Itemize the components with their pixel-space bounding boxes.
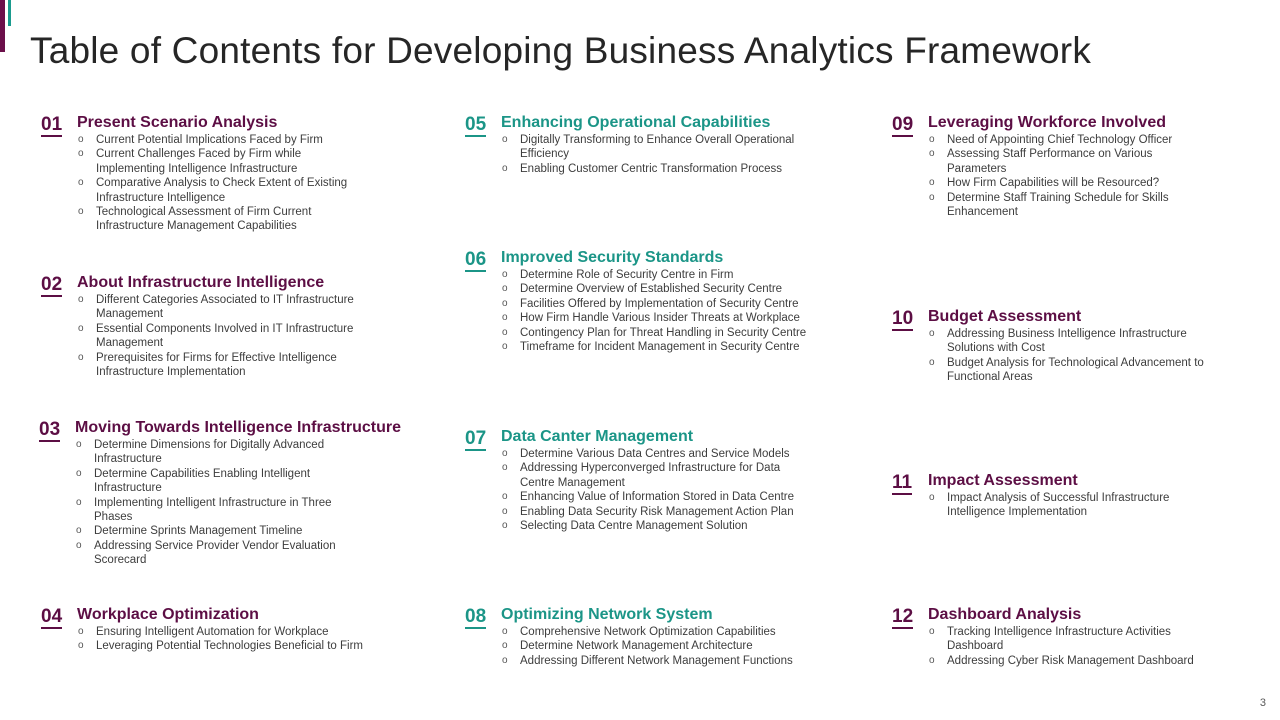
list-item: o Enabling Data Security Risk Management Action Plan [502, 505, 794, 518]
circle-bullet-icon: o [502, 520, 508, 532]
circle-bullet-icon: o [929, 177, 935, 189]
circle-bullet-icon: o [929, 134, 935, 145]
section-heading: Dashboard Analysis [928, 606, 1082, 623]
section-number: 03 [39, 419, 61, 440]
list-item: o Different Categories Associated to IT Infrastructure Management [78, 294, 354, 321]
list-item: o Current Potential Implications Faced by Firm [78, 134, 323, 146]
section-number: 05 [465, 114, 487, 135]
circle-bullet-icon: o [929, 626, 935, 637]
section-number: 08 [465, 606, 487, 627]
section-items [39, 438, 359, 568]
list-item: o Implementing Intelligent Infrastructure in Three Phases [76, 496, 332, 524]
list-item: o Current Challenges Faced by Firm while Implementing Intelligence Infrastructure [78, 148, 302, 175]
section-number: 09 [892, 114, 914, 135]
circle-bullet-icon: o [76, 439, 82, 450]
section-number: 11 [892, 472, 913, 493]
section-heading: Moving Towards Intelligence Infrastructure [75, 419, 401, 436]
list-item: o Comprehensive Network Optimization Capabilities [502, 626, 776, 638]
list-item: o Facilities Offered by Implementation of Security Centre [502, 297, 799, 310]
circle-bullet-icon: o [502, 626, 508, 637]
circle-bullet-icon: o [502, 162, 508, 174]
section-number: 12 [892, 606, 914, 627]
list-item: o Selecting Data Centre Management Solution [502, 520, 748, 533]
circle-bullet-icon: o [929, 191, 935, 203]
circle-bullet-icon: o [502, 269, 508, 280]
page-title: Table of Contents for Developing Business Analytics Framework [30, 30, 1092, 71]
list-item: o Digitally Transforming to Enhance Overall Operational Efficiency [502, 134, 795, 161]
circle-bullet-icon: o [502, 341, 508, 353]
list-item: o Determine Various Data Centres and Service Models [502, 448, 790, 460]
page-number: 3 [1259, 697, 1266, 709]
section-heading: Workplace Optimization [77, 606, 259, 623]
section-heading: About Infrastructure Intelligence [77, 274, 325, 291]
list-item: o Determine Role of Security Centre in Firm [502, 269, 734, 281]
list-item: o Determine Sprints Management Timeline [76, 525, 303, 538]
list-item: o Need of Appointing Chief Technology Officer [929, 134, 1173, 146]
circle-bullet-icon: o [78, 177, 84, 189]
circle-bullet-icon: o [78, 206, 84, 218]
section-items [465, 268, 835, 354]
list-item: o How Firm Capabilities will be Resourced? [929, 177, 1160, 190]
circle-bullet-icon: o [502, 640, 508, 652]
list-item: o Addressing Service Provider Vendor Evaluation Scorecard [76, 539, 336, 567]
list-item: o Determine Dimensions for Digitally Advanced Infrastructure [76, 439, 325, 466]
list-item: o Prerequisites for Firms for Effective Intelligence Infrastructure Implementation [78, 351, 337, 379]
circle-bullet-icon: o [502, 312, 508, 324]
list-item: o Enabling Customer Centric Transformation Process [502, 162, 783, 175]
section-number: 10 [892, 308, 914, 329]
list-item: o Essential Components Involved in IT Infrastructure Management [78, 322, 354, 350]
circle-bullet-icon: o [502, 326, 508, 338]
circle-bullet-icon: o [502, 491, 508, 503]
section-items [892, 327, 1222, 385]
list-item: o Determine Staff Training Schedule for Skills Enhancement [929, 191, 1169, 219]
circle-bullet-icon: o [76, 525, 82, 537]
section-items [41, 625, 401, 654]
list-item: o Addressing Cyber Risk Management Dashboard [929, 654, 1194, 667]
circle-bullet-icon: o [502, 462, 508, 474]
circle-bullet-icon: o [502, 283, 508, 295]
circle-bullet-icon: o [929, 148, 935, 160]
circle-bullet-icon: o [502, 448, 508, 459]
section-number: 04 [41, 606, 63, 627]
section-items [465, 625, 835, 668]
circle-bullet-icon: o [78, 148, 84, 160]
section-heading: Budget Assessment [928, 308, 1082, 325]
section-items [892, 625, 1222, 668]
list-item: o Determine Capabilities Enabling Intelligent Infrastructure [76, 467, 311, 495]
list-item: o Addressing Hyperconverged Infrastructure for Data Centre Management [502, 462, 781, 489]
list-item: o How Firm Handle Various Insider Threats at Workplace [502, 312, 800, 325]
circle-bullet-icon: o [78, 134, 84, 145]
list-item: o Technological Assessment of Firm Current Infrastructure Management Capabilities [78, 206, 312, 233]
circle-bullet-icon: o [78, 351, 84, 363]
list-item: o Enhancing Value of Information Stored in Data Centre [502, 491, 795, 504]
section-heading: Improved Security Standards [501, 249, 724, 266]
list-item: o Contingency Plan for Threat Handling in Security Centre [502, 326, 807, 339]
section-number: 01 [41, 114, 63, 135]
list-item: o Addressing Business Intelligence Infrastructure Solutions with Cost [929, 328, 1187, 355]
list-item: o Budget Analysis for Technological Advancement to Functional Areas [929, 356, 1204, 384]
section-heading: Optimizing Network System [501, 606, 713, 623]
circle-bullet-icon: o [76, 467, 82, 479]
section-heading: Leveraging Workforce Involved [928, 114, 1166, 131]
circle-bullet-icon: o [502, 505, 508, 517]
circle-bullet-icon: o [76, 496, 82, 508]
section-items [465, 133, 810, 176]
section-number: 06 [465, 249, 487, 270]
list-item: o Timeframe for Incident Management in Security Centre [502, 341, 800, 354]
list-item: o Impact Analysis of Successful Infrastructure Intelligence Implementation [929, 492, 1170, 519]
list-item: o Ensuring Intelligent Automation for Workplace [78, 626, 329, 638]
list-item: o Comparative Analysis to Check Extent of Existing Infrastructure Intelligence [78, 177, 348, 204]
section-items [465, 447, 815, 533]
circle-bullet-icon: o [929, 492, 935, 503]
list-item: o Tracking Intelligence Infrastructure Activities Dashboard [929, 626, 1171, 653]
circle-bullet-icon: o [929, 654, 935, 666]
section-heading: Enhancing Operational Capabilities [501, 114, 771, 131]
circle-bullet-icon: o [76, 539, 82, 551]
section-items [892, 133, 1192, 219]
circle-bullet-icon: o [929, 328, 935, 339]
circle-bullet-icon: o [78, 322, 84, 334]
circle-bullet-icon: o [502, 134, 508, 145]
circle-bullet-icon: o [78, 626, 84, 637]
accent-bar-teal [8, 0, 11, 26]
list-item: o Assessing Staff Performance on Various Parameters [929, 148, 1153, 175]
circle-bullet-icon: o [78, 294, 84, 305]
section-heading: Present Scenario Analysis [77, 114, 278, 131]
circle-bullet-icon: o [78, 640, 84, 652]
circle-bullet-icon: o [929, 356, 935, 368]
circle-bullet-icon: o [502, 654, 508, 666]
section-items [892, 491, 1202, 520]
list-item: o Leveraging Potential Technologies Beneficial to Firm [78, 640, 363, 653]
section-number: 02 [41, 274, 63, 295]
section-items [41, 133, 371, 234]
circle-bullet-icon: o [502, 297, 508, 309]
section-heading: Impact Assessment [928, 472, 1078, 489]
list-item: o Addressing Different Network Management Functions [502, 654, 793, 667]
section-heading: Data Canter Management [501, 428, 694, 445]
section-items [41, 293, 371, 379]
accent-bar-purple [0, 0, 5, 52]
list-item: o Determine Network Management Architecture [502, 640, 753, 653]
section-number: 07 [465, 428, 487, 449]
list-item: o Determine Overview of Established Security Centre [502, 283, 783, 296]
